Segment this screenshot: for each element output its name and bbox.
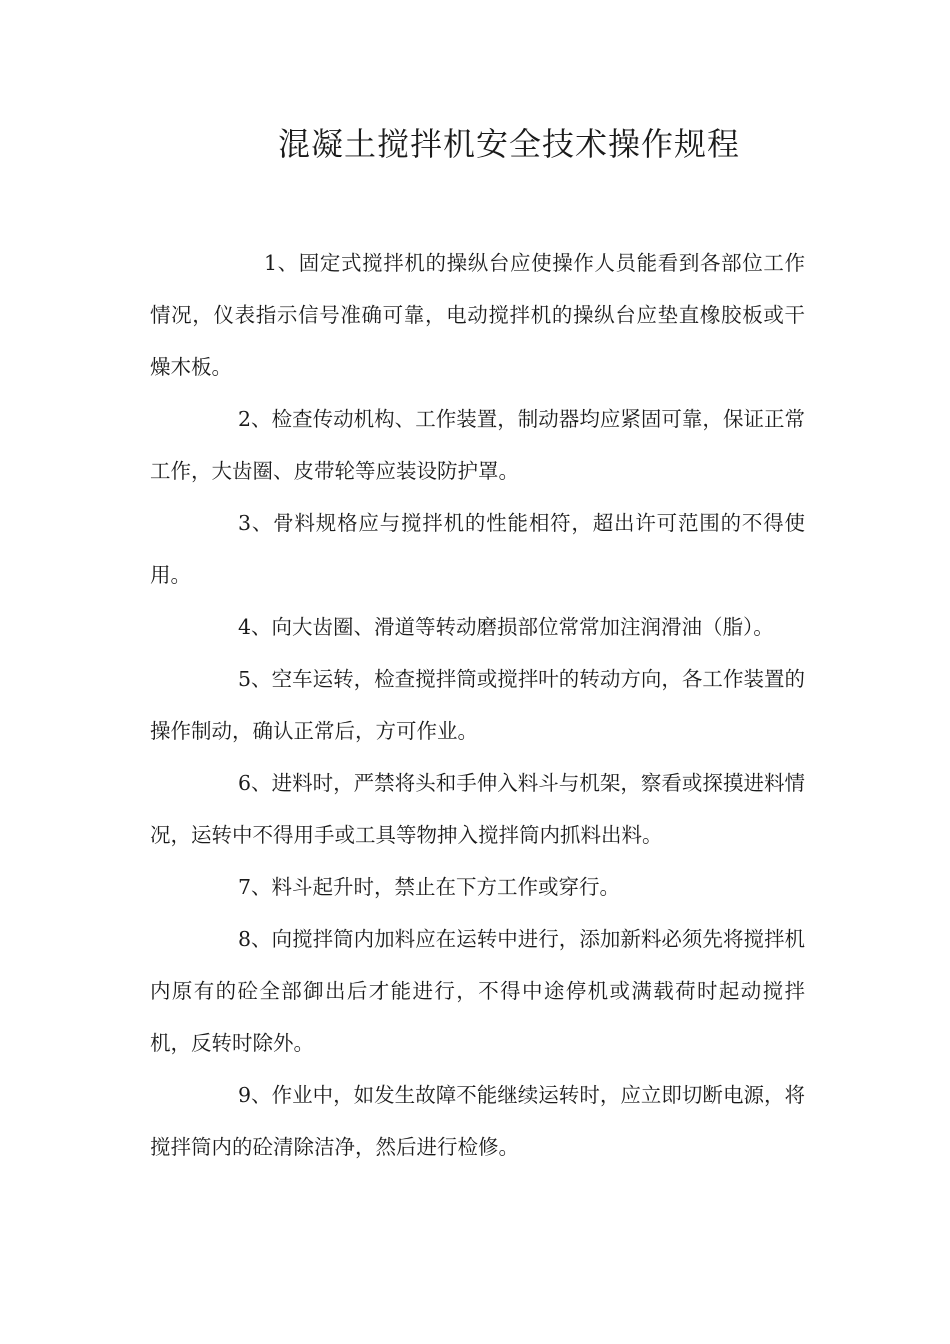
paragraph-9: 9、作业中，如发生故障不能继续运转时，应立即切断电源，将搅拌筒内的砼清除洁净，然后进行检修。 — [150, 1083, 805, 1159]
paragraph-4: 4、向大齿圈、滑道等转动磨损部位常常加注润滑油（脂）。 — [238, 615, 774, 639]
paragraph-8: 8、向搅拌筒内加料应在运转中进行，添加新料必须先将搅拌机内原有的砼全部御出后才能进行，不得中途停机或满载荷时起动搅拌机，反转时除外。 — [150, 927, 805, 1055]
paragraph-1: 1、固定式搅拌机的操纵台应使操作人员能看到各部位工作情况，仪表指示信号准确可靠，电动搅拌机的操纵台应垫直橡胶板或干燥木板。 — [150, 251, 805, 379]
paragraph-2: 2、检查传动机构、工作装置，制动器均应紧固可靠，保证正常工作，大齿圈、皮带轮等应装设防护罩。 — [150, 407, 805, 483]
paragraph-5: 5、空车运转，检查搅拌筒或搅拌叶的转动方向，各工作装置的操作制动，确认正常后，方可作业。 — [150, 667, 805, 743]
paragraph-3: 3、骨料规格应与搅拌机的性能相符，超出许可范围的不得使用。 — [150, 511, 805, 587]
document-body — [150, 237, 805, 1173]
document-title: 混凝土搅拌机安全技术操作规程 — [277, 125, 740, 163]
paragraph-6: 6、进料时，严禁将头和手伸入料斗与机架，察看或探摸进料情况，运转中不得用手或工具等物抻入搅拌筒内抓料出料。 — [150, 771, 805, 847]
paragraph-7: 7、料斗起升时，禁止在下方工作或穿行。 — [238, 875, 621, 899]
